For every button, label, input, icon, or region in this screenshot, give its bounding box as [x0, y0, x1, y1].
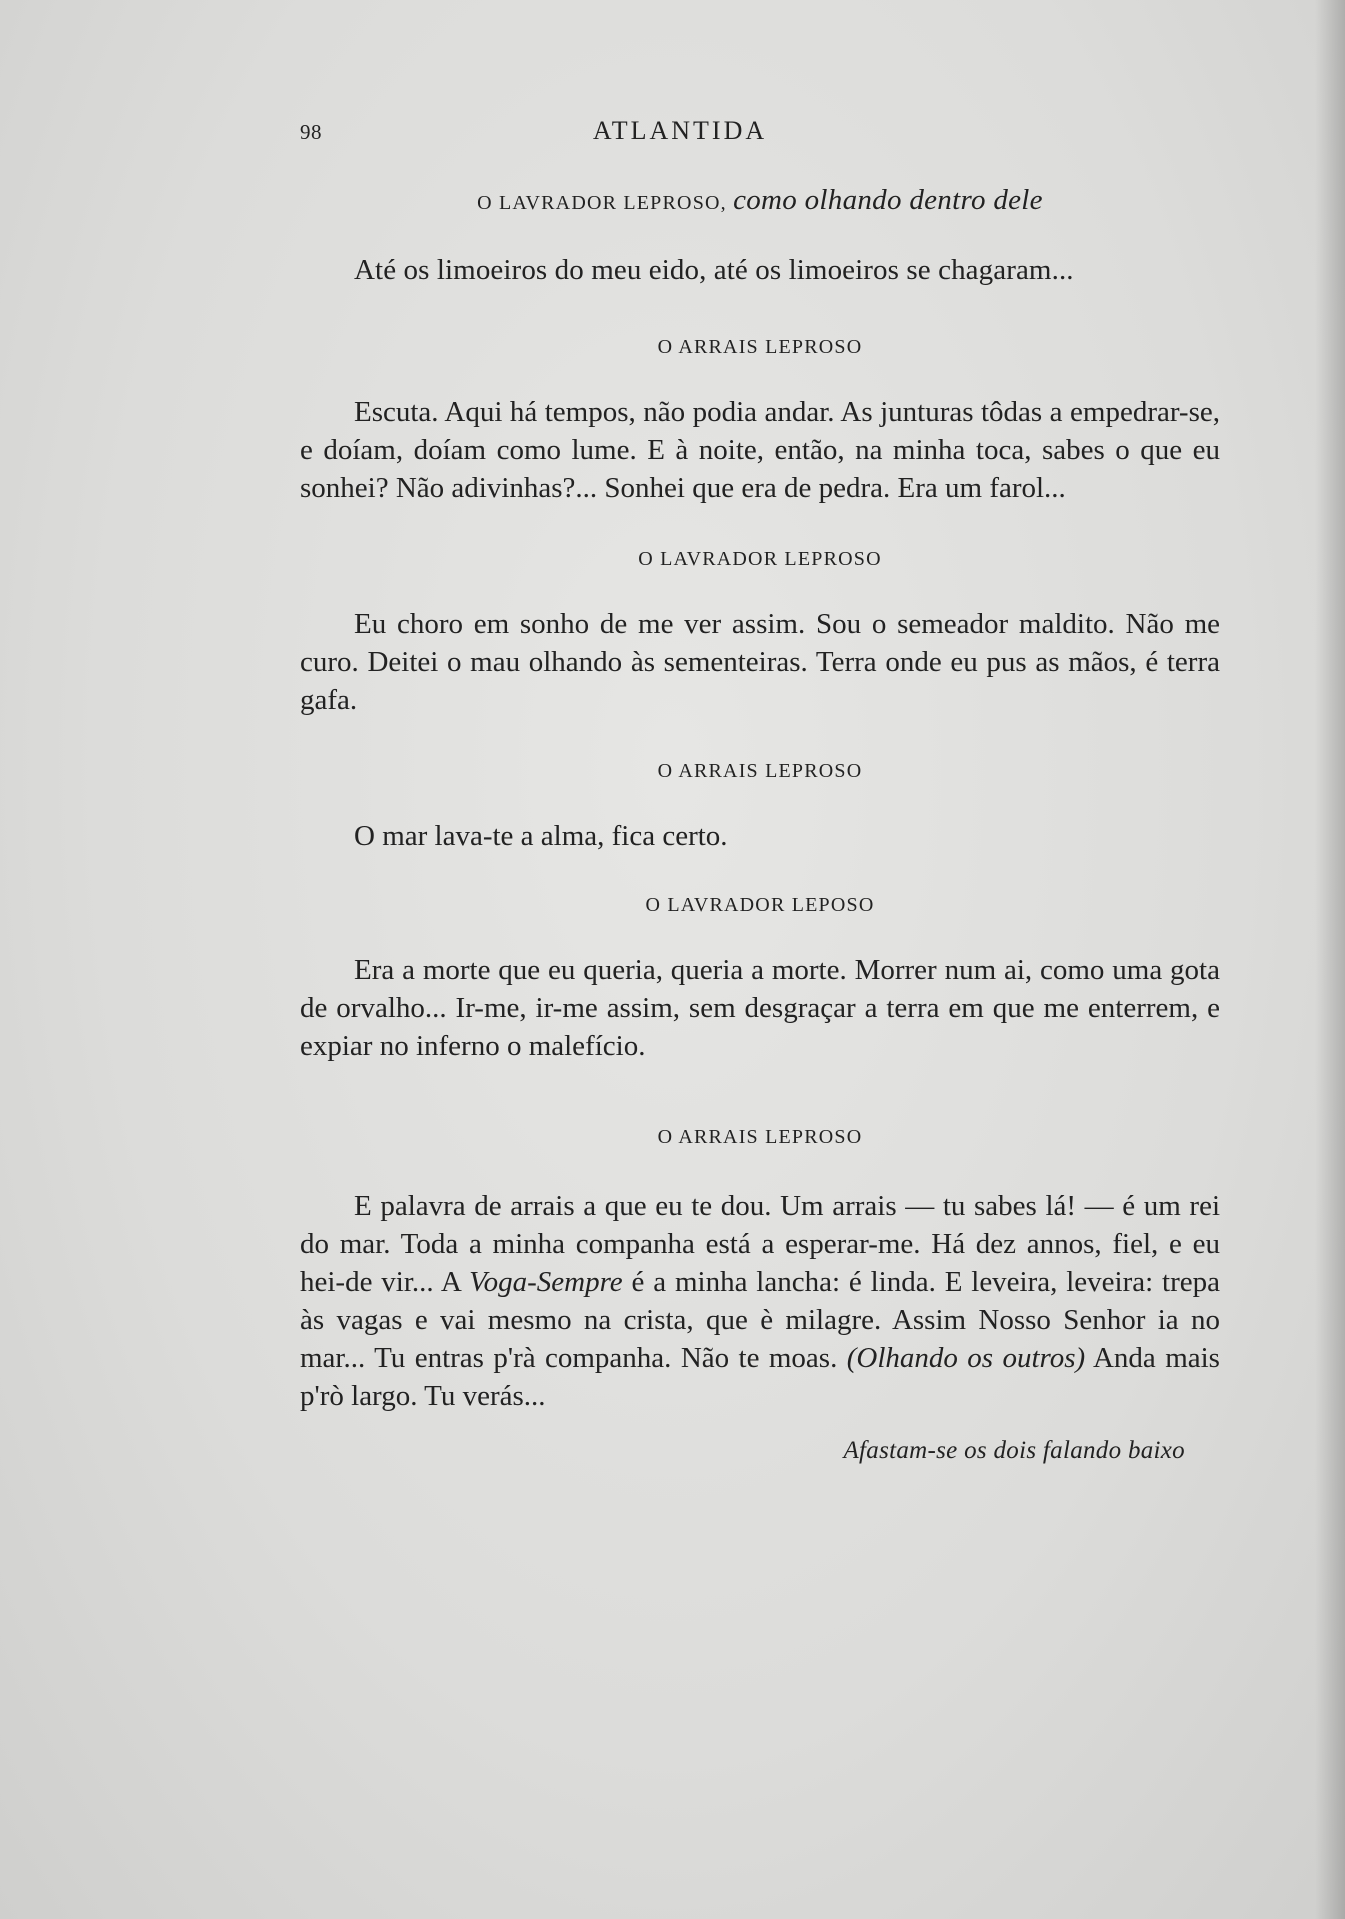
stage-direction-inline: (Olhando os outros)	[846, 1342, 1086, 1374]
page-header	[300, 112, 1060, 152]
running-title: ATLANTIDA	[592, 116, 768, 145]
speaker-heading	[300, 549, 1220, 569]
speech-paragraph: Eu choro em sonho de me ver assim. Sou o semeador maldito. Não me curo. Deitei o mau olhando às sementeiras. Terra onde eu pus as mãos, é terra gafa.	[300, 608, 1220, 716]
page-number: 98	[300, 120, 322, 144]
speaker-name: O LAVRADOR LEPROSO,	[477, 192, 727, 214]
stage-direction-inline: como olhando dentro dele	[733, 184, 1043, 216]
page-edge-shadow	[1315, 0, 1345, 1919]
speech-paragraph: Era a morte que eu queria, queria a morte. Morrer num ai, como uma gota de orvalho... Ir-me, ir-me assim, sem desgraçar a terra em que me enterrem, e expiar no inferno o malefício.	[300, 954, 1220, 1062]
speaker-name: O ARRAIS LEPROSO	[657, 336, 863, 358]
page-body	[300, 180, 1220, 1465]
speaker-name: O LAVRADOR LEPOSO	[645, 894, 875, 916]
speech-paragraph: Escuta. Aqui há tempos, não podia andar. As junturas tôdas a empedrar-se, e doíam, doíam como lume. E à noite, então, na minha toca, sabes o que eu sonhei? Não adivinhas?... Sonhei que era de pedra. Era um farol...	[300, 396, 1220, 504]
boat-name: Voga-Sempre	[469, 1266, 623, 1298]
speech-paragraph: O mar lava-te a alma, fica certo.	[354, 820, 728, 852]
speaker-name: O ARRAIS LEPROSO	[657, 1126, 863, 1148]
speaker-heading	[300, 895, 1220, 915]
speaker-name: O ARRAIS LEPROSO	[657, 760, 863, 782]
speaker-heading	[300, 761, 1220, 781]
stage-direction: Afastam-se os dois falando baixo	[843, 1437, 1185, 1464]
speech-paragraph	[300, 1187, 1220, 1415]
speech-text: E palavra de arrais a que eu te dou. Um arrais — tu sabes lá! — é um rei do mar. Toda a minha companha está a esperar-me. Há dez annos, fiel, e eu hei-de vir... A	[300, 1190, 1220, 1298]
speech-text: Anda mais p'rò largo. Tu verás...	[300, 1342, 1220, 1412]
speech-paragraph: Até os limoeiros do meu eido, até os limoeiros se chagaram...	[354, 254, 1074, 286]
speaker-name: O LAVRADOR LEPROSO	[638, 548, 882, 570]
speech-text: é a minha lancha: é linda. E leveira, leveira: trepa às vagas e vai mesmo na crista, que è milagre. Assim Nosso Senhor ia no mar... Tu entras p'rà companha. Não te moas.	[300, 1266, 1220, 1374]
speaker-heading	[300, 186, 1220, 215]
speaker-heading	[300, 337, 1220, 357]
speaker-heading	[300, 1127, 1220, 1147]
